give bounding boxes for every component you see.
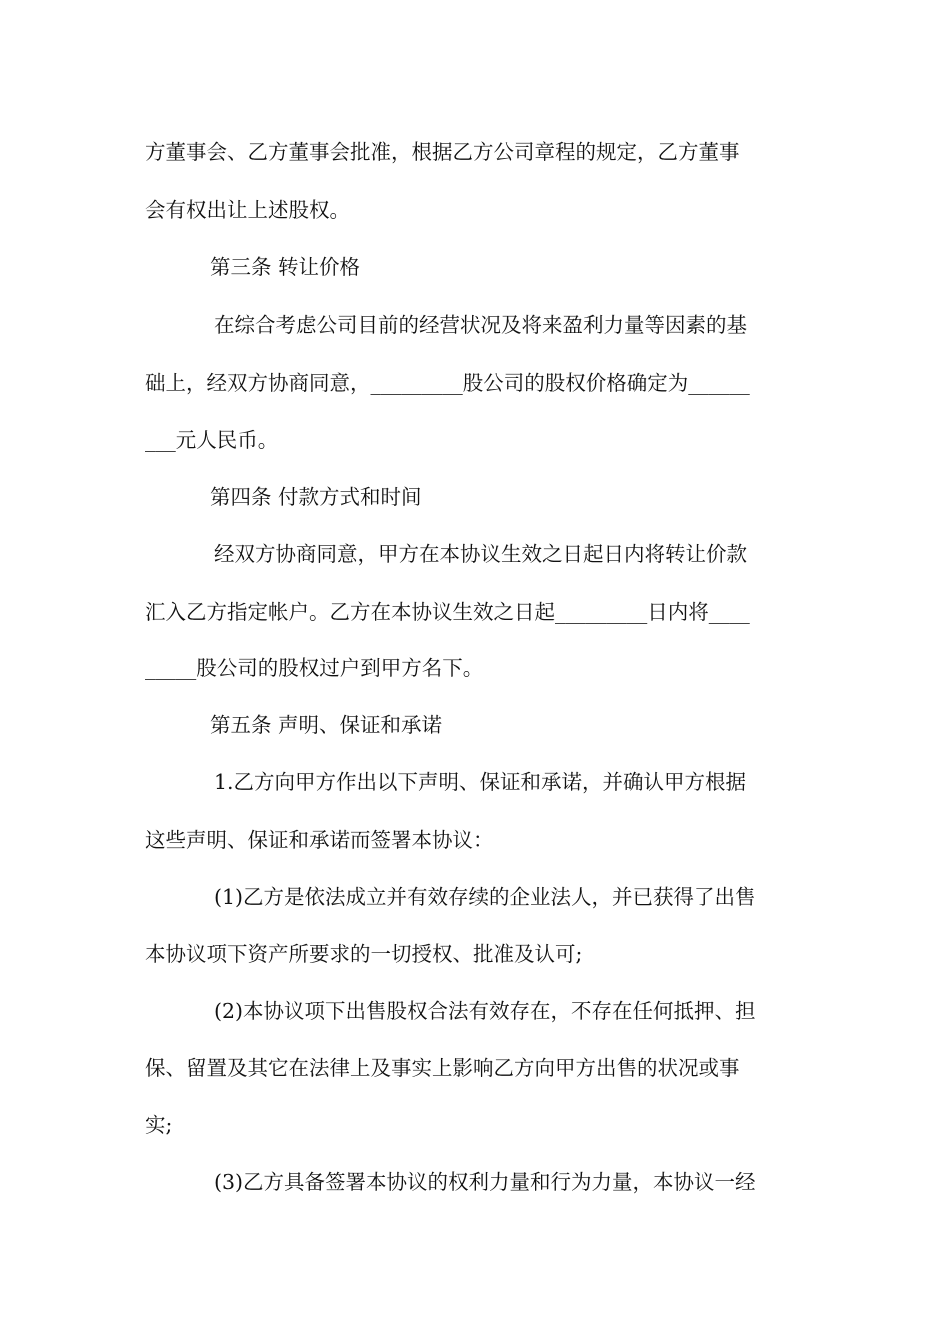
list-item-line: (1)乙方是依法成立并有效存续的企业法人，并已获得了出售	[214, 885, 756, 909]
list-item-line: (2)本协议项下出售股权合法有效存在，不存在任何抵押、担	[214, 999, 756, 1023]
body-text-line: _____股公司的股权过户到甲方名下。	[145, 656, 484, 680]
body-text-line: 会有权出让上述股权。	[145, 198, 350, 222]
body-text-line: 这些声明、保证和承诺而签署本协议：	[145, 828, 494, 852]
body-text-line: 实;	[145, 1113, 173, 1137]
body-text-line: 础上，经双方协商同意，_________股公司的股权价格确定为______	[145, 371, 750, 395]
body-text-line: ___元人民币。	[145, 428, 279, 452]
body-text-line: 本协议项下资产所要求的一切授权、批准及认可;	[145, 942, 583, 966]
body-text-line: 保、留置及其它在法律上及事实上影响乙方向甲方出售的状况或事	[145, 1056, 740, 1080]
body-text-line: 汇入乙方指定帐户。乙方在本协议生效之日起_________日内将____	[145, 600, 750, 624]
section-heading-article-5: 第五条 声明、保证和承诺	[210, 713, 443, 737]
section-heading-article-3: 第三条 转让价格	[210, 255, 361, 279]
list-item-line: (3)乙方具备签署本协议的权利力量和行为力量，本协议一经	[214, 1170, 756, 1194]
body-text-line: 经双方协商同意，甲方在本协议生效之日起日内将转让价款	[214, 542, 747, 566]
section-heading-article-4: 第四条 付款方式和时间	[210, 485, 422, 509]
body-text-line: 在综合考虑公司目前的经营状况及将来盈利力量等因素的基	[214, 313, 747, 337]
body-text-line: 方董事会、乙方董事会批准，根据乙方公司章程的规定，乙方董事	[145, 140, 740, 164]
body-text-line: 1.乙方向甲方作出以下声明、保证和承诺，并确认甲方根据	[214, 770, 747, 794]
